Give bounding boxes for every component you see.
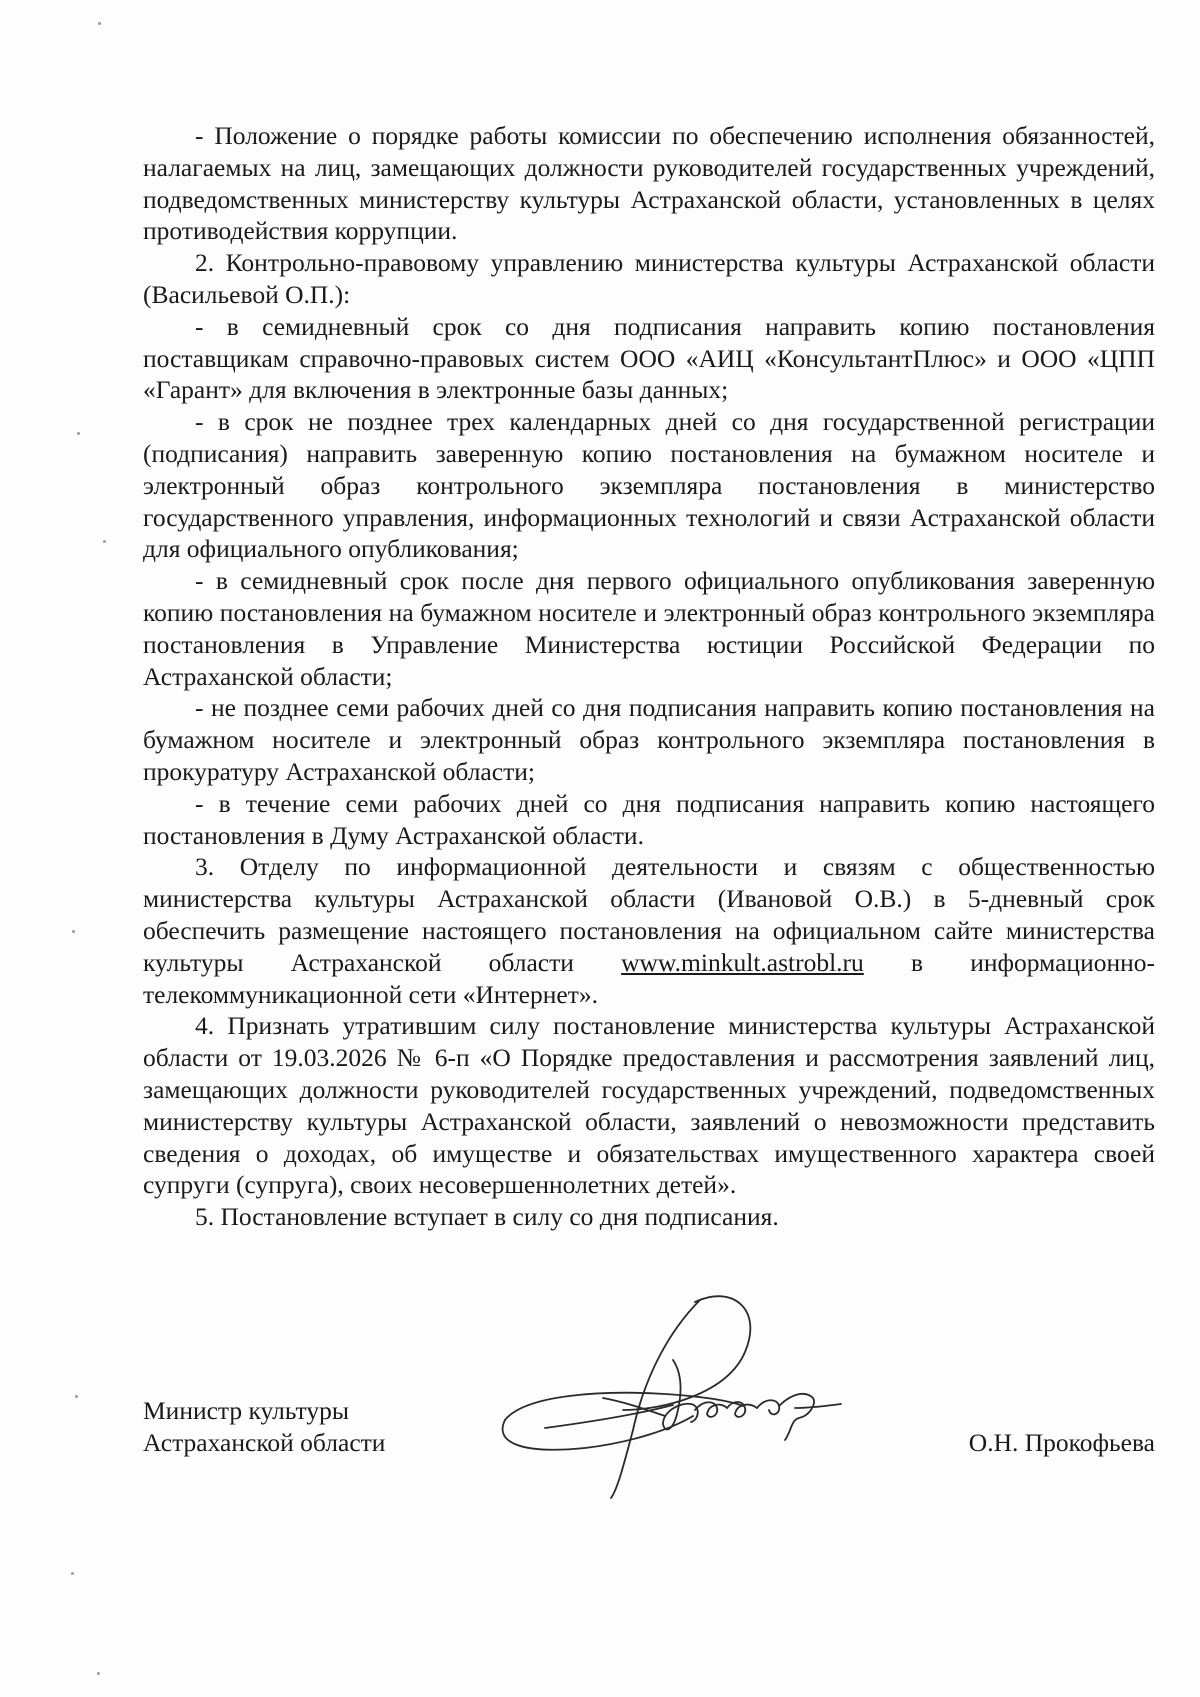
document-body <box>143 120 1155 1233</box>
item-2-subitem-legal-systems: - в семидневный срок со дня подписания направить копию постановления поставщикам справочно-правовых систем ООО «АИЦ «КонсультантПлюс» и ООО «ЦПП «Гарант» для включения в электронные базы данных; <box>143 311 1155 405</box>
item-2-subitem-prosecutor: - не позднее семи рабочих дней со дня подписания направить копию постановления на бумажном носителе и электронный образ контрольного экземпляра постановления в прокуратуру Астраханской области; <box>143 693 1155 786</box>
scan-speck <box>75 1395 78 1398</box>
signatory-title-line-1: Министр культуры <box>143 1396 349 1425</box>
item-2-subitem-publication: - в срок не позднее трех календарных дней со дня государственной регистрации (подписания) направить заверенную копию постановления на бумажном носителе и электронный образ контрольного экземпляра постановления в министерство государственного управления, информационных технологий и связи Астраханской области для официального опубликования; <box>143 407 1155 564</box>
item-5-paragraph: 5. Постановление вступает в силу со дня подписания. <box>195 1202 779 1232</box>
item-4-paragraph: 4. Признать утратившим силу постановление министерства культуры Астраханской области от 19.03.2026 № 6-п «О Порядке предоставления и рассмотрения заявлений лиц, замещающих должности руководителей государственных учреждений, подведомственных министерству культуры Астраханской области, заявлений о невозможности представить сведения о доходах, об имуществе и обязательствах имущественного характера своей супруги (супруга), своих несовершеннолетних детей». <box>143 1011 1155 1200</box>
item-3-text-before: 3. Отделу по информационной деятельности и связям с общественностью министерства культуры Астраханской области (Ивановой О.В.) в 5-дневный срок обеспечить размещение настоящего постановления на официальном сайте министерства культуры Астраханской области <box>143 852 1155 977</box>
item-3-text-after: в информационно-телекоммуникационной сети «Интернет». <box>143 947 1155 1009</box>
scan-speck <box>103 540 106 543</box>
item-2-subitem-duma: - в течение семи рабочих дней со дня подписания направить копию настоящего постановления в Думу Астраханской области. <box>143 788 1155 850</box>
item-2-subitem-justice: - в семидневный срок после дня первого официального опубликования заверенную копию постановления на бумажном носителе и электронный образ контрольного экземпляра постановления в Управление Министерства юстиции Российской Федерации по Астраханской области; <box>143 566 1155 691</box>
signature-block <box>143 1395 1155 1515</box>
item-2-paragraph: 2. Контрольно-правовому управлению министерства культуры Астраханской области (Васильевой О.П.): <box>143 248 1155 309</box>
item-3-paragraph <box>143 851 1155 1010</box>
scan-speck <box>97 1672 100 1675</box>
scan-speck <box>71 1572 74 1575</box>
scan-speck <box>72 930 75 933</box>
signatory-name: О.Н. Прокофьева <box>968 1428 1155 1457</box>
website-link[interactable]: www.minkult.astrobl.ru <box>621 947 864 977</box>
scan-speck <box>98 22 101 25</box>
scan-speck <box>77 432 80 435</box>
regulation-paragraph: - Положение о порядке работы комиссии по обеспечению исполнения обязанностей, налагаемых на лиц, замещающих должности руководителей государственных учреждений, подведомственных министерству культуры Астраханской области, установленных в целях противодействия коррупции. <box>143 121 1155 246</box>
signatory-title <box>143 1395 443 1459</box>
signatory-title-line-2: Астраханской области <box>143 1428 386 1457</box>
